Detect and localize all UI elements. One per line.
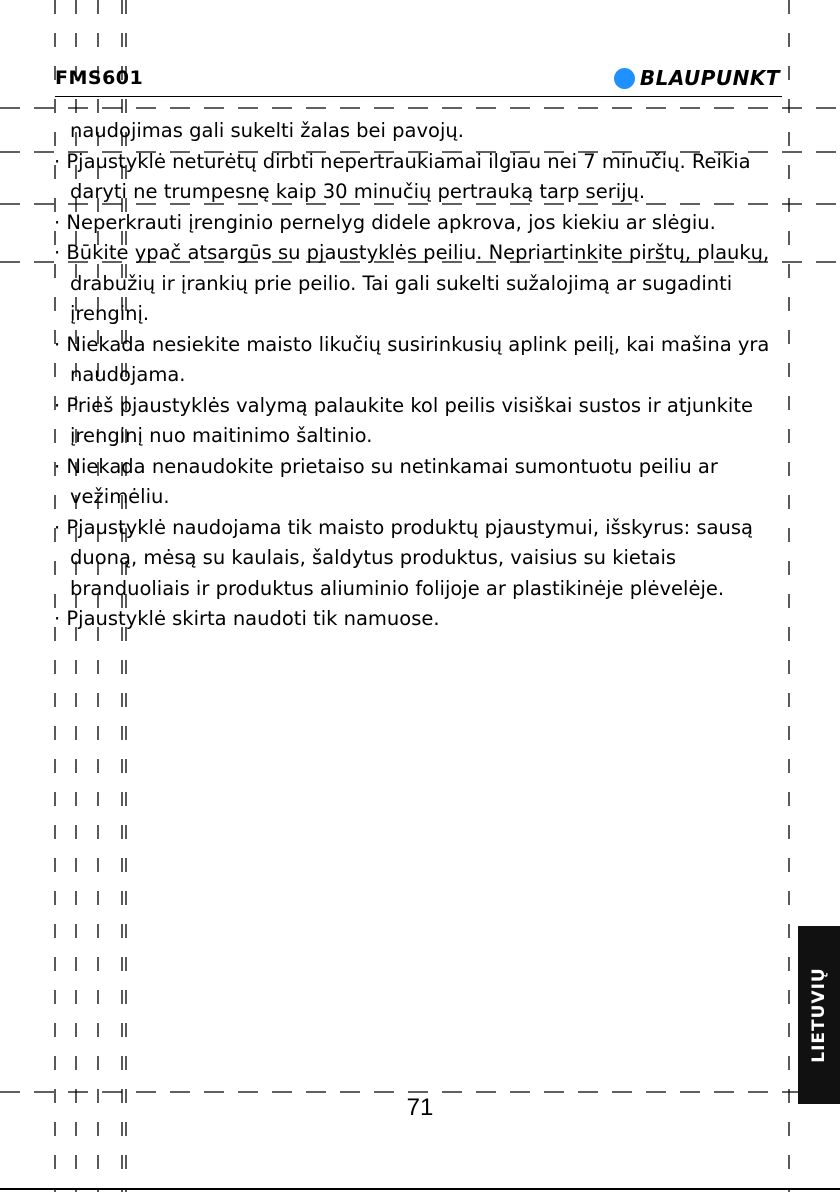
bullet-item: · Niekada nesiekite maisto likučių susirinkusių aplink peilį, kai mašina yra naudojama.: [54, 332, 770, 386]
language-tab-label: LIETUVIŲ: [809, 967, 829, 1063]
bottom-divider: [0, 1188, 840, 1190]
bullet-item: · Pjaustyklė skirta naudoti tik namuose.: [54, 607, 440, 630]
header-divider: [55, 96, 782, 97]
intro-continuation: naudojimas gali sukelti žalas bei pavojų.: [70, 119, 464, 142]
bullet-item: · Prieš pjaustyklės valymą palaukite kol peilis visiškai sustos ir atjunkite įrenginį nuo maitinimo šaltinio.: [54, 393, 753, 447]
bullet-item: · Niekada nenaudokite prietaiso su netinkamai sumontuotu peiliu ar vežimėliu.: [54, 454, 718, 508]
language-tab: [798, 926, 840, 1104]
model-number: FMS601: [55, 67, 144, 89]
brand-wordmark: BLAUPUNKT: [639, 66, 780, 90]
bullet-item: · Pjaustyklė neturėtų dirbti nepertraukiamai ilgiau nei 7 minučių. Reikia daryti ne trumpesnę kaip 30 minučių pertrauką tarp serijų.: [54, 149, 751, 203]
brand-dot-icon: [614, 68, 635, 89]
bullet-item: · Pjaustyklė naudojama tik maisto produktų pjaustymui, išskyrus: sausą duoną, mėsą su kaulais, šaldytus produktus, vaisius su kietais branduoliais ir produktus aliuminio folijoje ar plastikinėje plėvelėje.: [54, 515, 753, 600]
safety-instructions: [54, 116, 784, 635]
bullet-item: · Neperkrauti įrenginio pernelyg didele apkrova, jos kiekiu ar slėgiu.: [54, 210, 716, 234]
page-number: 71: [406, 1094, 434, 1121]
bullet-item: · Būkite ypač atsargūs su pjaustyklės peiliu. Nepriartinkite pirštų, plaukų, drabužių ir įrankių prie peilio. Tai gali sukelti sužalojimą ar sugadinti įrenginį.: [54, 241, 770, 325]
brand-logo: [614, 66, 780, 90]
